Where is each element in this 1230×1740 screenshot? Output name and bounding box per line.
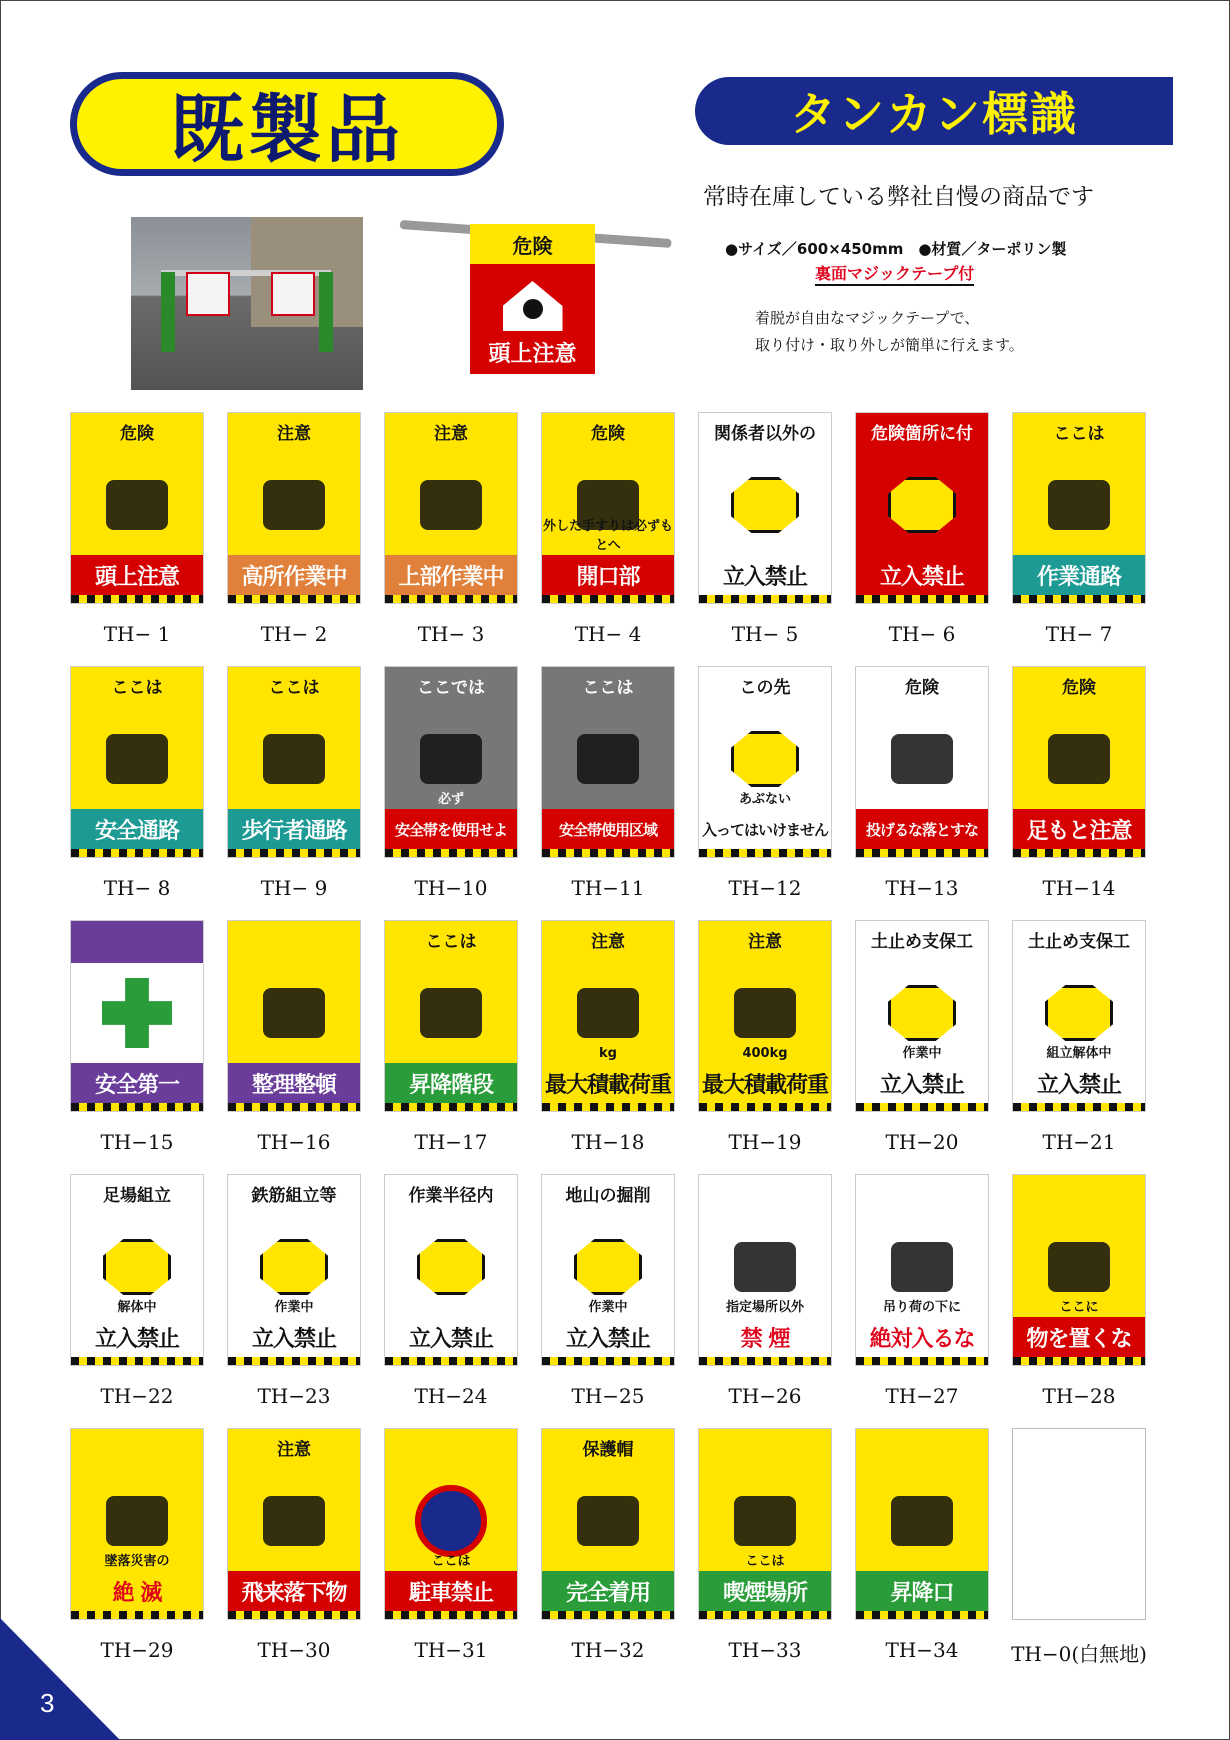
sign-pictogram bbox=[71, 963, 203, 1063]
hazard-stripe bbox=[71, 1103, 203, 1111]
sign-card bbox=[227, 1428, 361, 1620]
sign-code: TH−27 bbox=[885, 1384, 959, 1408]
falling-debris-icon bbox=[263, 1496, 325, 1546]
sign-pictogram bbox=[699, 455, 831, 555]
sign-pictogram bbox=[385, 455, 517, 555]
sign-pictogram bbox=[228, 709, 360, 809]
sign-top-text bbox=[856, 1429, 988, 1471]
sign-main-text: 禁 煙 bbox=[699, 1317, 831, 1357]
sign-sub-text: 外した手すりは必ずもとへ bbox=[542, 519, 673, 553]
sign-card bbox=[698, 412, 832, 604]
boxes-icon bbox=[263, 988, 325, 1038]
sign-pictogram bbox=[542, 709, 674, 809]
sign-code: TH−20 bbox=[885, 1130, 959, 1154]
sign-card bbox=[698, 1174, 832, 1366]
sign-code: TH− 8 bbox=[103, 876, 171, 900]
sign-top-text: 危険 bbox=[1062, 677, 1096, 698]
hazard-stripe bbox=[385, 1611, 517, 1619]
hero-sign-top: 危険 bbox=[512, 234, 553, 258]
boot-icon bbox=[1048, 734, 1110, 784]
hazard-stripe bbox=[699, 1611, 831, 1619]
sign-card bbox=[384, 1174, 518, 1366]
sign-top-text: 注意 bbox=[277, 1439, 311, 1460]
product-banner bbox=[695, 77, 1173, 145]
walkway-icon bbox=[1048, 480, 1110, 530]
product-banner-text: タンカン標識 bbox=[790, 87, 1078, 141]
sign-main-text: 物を置くな bbox=[1013, 1317, 1145, 1357]
sign-pictogram bbox=[1013, 1217, 1145, 1317]
hazard-stripe bbox=[228, 1103, 360, 1111]
sign-card bbox=[541, 1174, 675, 1366]
hazard-stripe bbox=[856, 1611, 988, 1619]
crane-hook-icon bbox=[263, 480, 325, 530]
sign-main-text: 開口部 bbox=[542, 555, 674, 595]
stairs-icon bbox=[420, 988, 482, 1038]
sign-sub-text: 組立解体中 bbox=[1046, 1046, 1112, 1061]
sign-main-text: 整理整頓 bbox=[228, 1063, 360, 1103]
sign-code: TH−16 bbox=[257, 1130, 331, 1154]
sign-main-text: 高所作業中 bbox=[228, 555, 360, 595]
hazard-stripe bbox=[71, 849, 203, 857]
sign-code: TH−28 bbox=[1042, 1384, 1116, 1408]
sign-card bbox=[855, 666, 989, 858]
sign-card bbox=[384, 666, 518, 858]
sign-sub-text: 解体中 bbox=[117, 1300, 157, 1315]
sign-card bbox=[1012, 920, 1146, 1112]
sign-card bbox=[1012, 1428, 1146, 1620]
sign-sub-text: 指定場所以外 bbox=[725, 1300, 804, 1315]
hazard-stripe bbox=[385, 1357, 517, 1365]
green-cross-icon bbox=[102, 978, 172, 1048]
sign-top-text: 関係者以外の bbox=[714, 423, 816, 444]
sign-main-text: 安全第一 bbox=[71, 1063, 203, 1103]
sign-main-text: 立入禁止 bbox=[542, 1317, 674, 1357]
sign-top-text: 注意 bbox=[277, 423, 311, 444]
sign-card bbox=[698, 920, 832, 1112]
sign-pictogram bbox=[856, 1217, 988, 1317]
hazard-stripe bbox=[699, 849, 831, 857]
sign-pictogram bbox=[542, 1471, 674, 1571]
harness-icon bbox=[420, 734, 482, 784]
sign-code: TH− 7 bbox=[1045, 622, 1113, 646]
tagline: 常時在庫している弊社自慢の商品です bbox=[703, 184, 1094, 210]
sign-sub-text: 必ず bbox=[437, 792, 464, 807]
sign-main-text: 投げるな落とすな bbox=[856, 809, 988, 849]
sign-sub-text: 作業中 bbox=[588, 1300, 628, 1315]
sign-main-text: 安全帯を使用せよ bbox=[385, 809, 517, 849]
sign-main-text: 立入禁止 bbox=[71, 1317, 203, 1357]
sign-top-text: 地山の掘削 bbox=[565, 1185, 651, 1206]
category-title-text: 既製品 bbox=[170, 87, 404, 173]
sign-pictogram bbox=[542, 455, 674, 555]
sign-sub-text: ここは bbox=[431, 1554, 471, 1569]
sign-main-text: 上部作業中 bbox=[385, 555, 517, 595]
sign-code: TH− 3 bbox=[417, 622, 485, 646]
sign-top-text: ここでは bbox=[417, 677, 485, 698]
sign-sub-text: 400kg bbox=[742, 1046, 788, 1061]
octagon-icon bbox=[260, 1239, 328, 1295]
sign-top-text: 危険 bbox=[905, 677, 939, 698]
description: 着脱が自由なマジックテープで、 取り付け・取り外しが簡単に行えます。 bbox=[755, 309, 1024, 354]
hazard-stripe bbox=[1013, 1357, 1145, 1365]
sign-card bbox=[855, 920, 989, 1112]
hazard-stripe bbox=[542, 1103, 674, 1111]
sign-pictogram bbox=[542, 1217, 674, 1317]
sign-sub-text: 作業中 bbox=[274, 1300, 314, 1315]
sign-pictogram bbox=[228, 455, 360, 555]
hazard-stripe bbox=[228, 849, 360, 857]
sign-sub-text: ここは bbox=[745, 1554, 785, 1569]
sign-main-text: 絶対入るな bbox=[856, 1317, 988, 1357]
sign-main-text: 安全帯使用区域 bbox=[542, 809, 674, 849]
sign-pictogram bbox=[699, 709, 831, 809]
sign-sub-text: ここに bbox=[1059, 1300, 1099, 1315]
sign-card bbox=[855, 412, 989, 604]
sign-card bbox=[227, 920, 361, 1112]
sign-code: TH−21 bbox=[1042, 1130, 1116, 1154]
sign-top-text: ここは bbox=[582, 677, 634, 698]
sign-top-text: この先 bbox=[739, 677, 791, 698]
octagon-icon bbox=[888, 985, 956, 1041]
sign-card bbox=[1012, 1174, 1146, 1366]
sign-main-text: 足もと注意 bbox=[1013, 809, 1145, 849]
octagon-icon bbox=[103, 1239, 171, 1295]
sign-main-text: 立入禁止 bbox=[856, 555, 988, 595]
sign-top-text bbox=[1013, 1175, 1145, 1217]
sign-top-text: 作業半径内 bbox=[408, 1185, 494, 1206]
sign-card bbox=[698, 666, 832, 858]
sign-main-text: 立入禁止 bbox=[385, 1317, 517, 1357]
sign-card bbox=[541, 666, 675, 858]
sign-main-text: 昇降階段 bbox=[385, 1063, 517, 1103]
sign-main-text: 入ってはいけません bbox=[699, 809, 831, 849]
hazard-stripe bbox=[699, 1103, 831, 1111]
sign-pictogram bbox=[71, 1217, 203, 1317]
octagon-icon bbox=[574, 1239, 642, 1295]
specs: ●サイズ／600×450mm ●材質／ターポリン製 bbox=[725, 240, 1067, 258]
sign-sub-text: 墜落災害の bbox=[104, 1554, 170, 1569]
category-title bbox=[70, 72, 504, 176]
sign-card bbox=[855, 1428, 989, 1620]
sign-top-text: ここは bbox=[1053, 423, 1105, 444]
hazard-stripe bbox=[228, 1357, 360, 1365]
person-head-icon bbox=[503, 281, 563, 331]
page-number: 3 bbox=[40, 1688, 55, 1718]
sign-code: TH−10 bbox=[414, 876, 488, 900]
walkway-icon bbox=[106, 734, 168, 784]
sign-card bbox=[384, 412, 518, 604]
sign-card bbox=[541, 412, 675, 604]
sign-top-text: 注意 bbox=[434, 423, 468, 444]
sign-top-text: ここは bbox=[425, 931, 477, 952]
sign-card bbox=[70, 920, 204, 1112]
page-corner bbox=[0, 1618, 120, 1740]
sign-main-text: 立入禁止 bbox=[699, 555, 831, 595]
sign-pictogram bbox=[856, 1471, 988, 1571]
hazard-stripe bbox=[699, 1357, 831, 1365]
sign-pictogram bbox=[1013, 709, 1145, 809]
stop-hand-icon bbox=[888, 477, 956, 533]
helmet-icon bbox=[577, 1496, 639, 1546]
load-icon bbox=[577, 988, 639, 1038]
sign-card bbox=[70, 1174, 204, 1366]
sign-code: TH−22 bbox=[100, 1384, 174, 1408]
sign-sub-text: あぶない bbox=[738, 792, 791, 807]
sign-code: TH− 2 bbox=[260, 622, 328, 646]
hazard-stripe bbox=[542, 1611, 674, 1619]
load-icon bbox=[734, 988, 796, 1038]
sign-code: TH−12 bbox=[728, 876, 802, 900]
hazard-stripe bbox=[856, 595, 988, 603]
sign-pictogram bbox=[385, 1471, 517, 1571]
worker-icon bbox=[420, 480, 482, 530]
sign-top-text: 土止め支保工 bbox=[1028, 931, 1130, 952]
hazard-stripe bbox=[1013, 595, 1145, 603]
sign-pictogram bbox=[856, 709, 988, 809]
sign-main-text: 立入禁止 bbox=[228, 1317, 360, 1357]
sign-code: TH−33 bbox=[728, 1638, 802, 1662]
hazard-stripe bbox=[228, 595, 360, 603]
sign-pictogram bbox=[699, 1471, 831, 1571]
hazard-stripe bbox=[385, 849, 517, 857]
sign-top-text: 保護帽 bbox=[582, 1439, 634, 1460]
sign-top-text bbox=[856, 1175, 988, 1217]
sign-top-text: 危険 bbox=[120, 423, 154, 444]
hero-sign-bottom: 頭上注意 bbox=[488, 342, 577, 367]
person-head-icon bbox=[106, 480, 168, 530]
sign-sub-text: 作業中 bbox=[902, 1046, 942, 1061]
sign-pictogram bbox=[71, 709, 203, 809]
sign-code: TH−29 bbox=[100, 1638, 174, 1662]
sign-code: TH−30 bbox=[257, 1638, 331, 1662]
sign-main-text: 安全通路 bbox=[71, 809, 203, 849]
sign-pictogram bbox=[71, 455, 203, 555]
sign-code: TH−15 bbox=[100, 1130, 174, 1154]
suspended-load-icon bbox=[891, 1242, 953, 1292]
sign-pictogram bbox=[385, 963, 517, 1063]
sign-pictogram bbox=[1013, 455, 1145, 555]
sign-main-text: 完全着用 bbox=[542, 1571, 674, 1611]
sign-pictogram bbox=[71, 1471, 203, 1571]
sign-card bbox=[855, 1174, 989, 1366]
sign-sub-text: kg bbox=[599, 1046, 617, 1061]
hazard-stripe bbox=[385, 1103, 517, 1111]
no-storage-icon bbox=[1048, 1242, 1110, 1292]
sign-top-text bbox=[699, 1429, 831, 1471]
hanging-sign-photo bbox=[400, 210, 672, 382]
hazard-stripe bbox=[71, 1357, 203, 1365]
sign-top-text: 危険箇所に付 bbox=[871, 423, 973, 444]
sign-card bbox=[227, 666, 361, 858]
hazard-stripe bbox=[542, 849, 674, 857]
sign-top-text: 足場組立 bbox=[103, 1185, 171, 1206]
sign-main-text: 飛来落下物 bbox=[228, 1571, 360, 1611]
sign-pictogram bbox=[228, 963, 360, 1063]
sign-code: TH−32 bbox=[571, 1638, 645, 1662]
sign-code: TH−23 bbox=[257, 1384, 331, 1408]
sign-code: TH−31 bbox=[414, 1638, 488, 1662]
sign-card bbox=[70, 412, 204, 604]
sign-main-text: 最大積載荷重 bbox=[699, 1063, 831, 1103]
sign-card bbox=[384, 920, 518, 1112]
sign-code: TH− 9 bbox=[260, 876, 328, 900]
sign-code: TH−34 bbox=[885, 1638, 959, 1662]
sign-code: TH−26 bbox=[728, 1384, 802, 1408]
sign-pictogram bbox=[385, 1217, 517, 1317]
hazard-stripe bbox=[71, 595, 203, 603]
falling-object-icon bbox=[891, 734, 953, 784]
sign-pictogram bbox=[699, 1217, 831, 1317]
sign-code: TH−14 bbox=[1042, 876, 1116, 900]
sign-pictogram bbox=[228, 1471, 360, 1571]
stop-hand-icon bbox=[731, 731, 799, 787]
fall-icon bbox=[106, 1496, 168, 1546]
sign-top-text bbox=[228, 921, 360, 963]
hazard-stripe bbox=[856, 849, 988, 857]
sign-main-text: 頭上注意 bbox=[71, 555, 203, 595]
hazard-stripe bbox=[542, 1357, 674, 1365]
hazard-stripe bbox=[1013, 849, 1145, 857]
sign-top-text: ここは bbox=[268, 677, 320, 698]
hazard-stripe bbox=[542, 595, 674, 603]
sign-top-text: 注意 bbox=[748, 931, 782, 952]
walkway-icon bbox=[263, 734, 325, 784]
sign-code: TH− 1 bbox=[103, 622, 171, 646]
magic-tape-note: 裏面マジックテープ付 bbox=[815, 261, 974, 286]
sign-top-text bbox=[1013, 1429, 1145, 1471]
stop-hand-icon bbox=[731, 477, 799, 533]
sign-card bbox=[541, 920, 675, 1112]
octagon-icon bbox=[417, 1239, 485, 1295]
sign-code: TH−13 bbox=[885, 876, 959, 900]
sign-pictogram bbox=[1013, 1471, 1145, 1579]
arrow-icon bbox=[891, 1496, 953, 1546]
sign-pictogram bbox=[699, 963, 831, 1063]
sign-top-text bbox=[71, 921, 203, 963]
sign-main-text: 立入禁止 bbox=[856, 1063, 988, 1103]
sign-pictogram bbox=[228, 1217, 360, 1317]
octagon-icon bbox=[1045, 985, 1113, 1041]
hazard-stripe bbox=[699, 595, 831, 603]
sign-card bbox=[1012, 412, 1146, 604]
harness-icon bbox=[577, 734, 639, 784]
sign-pictogram bbox=[542, 963, 674, 1063]
sign-main-text: 歩行者通路 bbox=[228, 809, 360, 849]
sign-code: TH−18 bbox=[571, 1130, 645, 1154]
sign-card bbox=[1012, 666, 1146, 858]
sign-top-text bbox=[699, 1175, 831, 1217]
sign-card bbox=[541, 1428, 675, 1620]
sign-code: TH−11 bbox=[571, 876, 645, 900]
sign-main-text: 作業通路 bbox=[1013, 555, 1145, 595]
sign-code: TH−24 bbox=[414, 1384, 488, 1408]
sign-card bbox=[70, 1428, 204, 1620]
sign-code: TH−19 bbox=[728, 1130, 802, 1154]
sign-code: TH−0(白無地) bbox=[1011, 1642, 1147, 1666]
hazard-stripe bbox=[1013, 1103, 1145, 1111]
installation-photo bbox=[131, 217, 363, 390]
hazard-stripe bbox=[228, 1611, 360, 1619]
sign-top-text: 注意 bbox=[591, 931, 625, 952]
sign-main-text: 立入禁止 bbox=[1013, 1063, 1145, 1103]
sign-code: TH−17 bbox=[414, 1130, 488, 1154]
sign-code: TH−25 bbox=[571, 1384, 645, 1408]
sign-main-text: 絶 滅 bbox=[71, 1571, 203, 1611]
sign-code: TH− 6 bbox=[888, 622, 956, 646]
sign-pictogram bbox=[856, 963, 988, 1063]
sign-sub-text: 吊り荷の下に bbox=[882, 1300, 961, 1315]
hazard-stripe bbox=[385, 595, 517, 603]
sign-top-text: ここは bbox=[111, 677, 163, 698]
sign-main-text: 喫煙場所 bbox=[699, 1571, 831, 1611]
sign-card bbox=[70, 666, 204, 858]
sign-main-text: 昇降口 bbox=[856, 1571, 988, 1611]
sign-pictogram bbox=[385, 709, 517, 809]
sign-top-text: 危険 bbox=[591, 423, 625, 444]
sign-card bbox=[227, 1174, 361, 1366]
sign-card bbox=[698, 1428, 832, 1620]
no-parking-icon bbox=[415, 1485, 487, 1557]
hazard-stripe bbox=[856, 1103, 988, 1111]
sign-main-text bbox=[1013, 1579, 1145, 1619]
sign-code: TH− 5 bbox=[731, 622, 799, 646]
sign-card bbox=[227, 412, 361, 604]
smoking-icon bbox=[734, 1496, 796, 1546]
sign-main-text: 駐車禁止 bbox=[385, 1571, 517, 1611]
no-smoking-icon bbox=[734, 1242, 796, 1292]
sign-main-text: 最大積載荷重 bbox=[542, 1063, 674, 1103]
sign-top-text: 鉄筋組立等 bbox=[251, 1185, 337, 1206]
sign-code: TH− 4 bbox=[574, 622, 642, 646]
hazard-stripe bbox=[856, 1357, 988, 1365]
sign-top-text: 土止め支保工 bbox=[871, 931, 973, 952]
sign-card bbox=[384, 1428, 518, 1620]
sign-top-text bbox=[385, 1429, 517, 1471]
sign-pictogram bbox=[1013, 963, 1145, 1063]
sign-pictogram bbox=[856, 455, 988, 555]
sign-top-text bbox=[71, 1429, 203, 1471]
